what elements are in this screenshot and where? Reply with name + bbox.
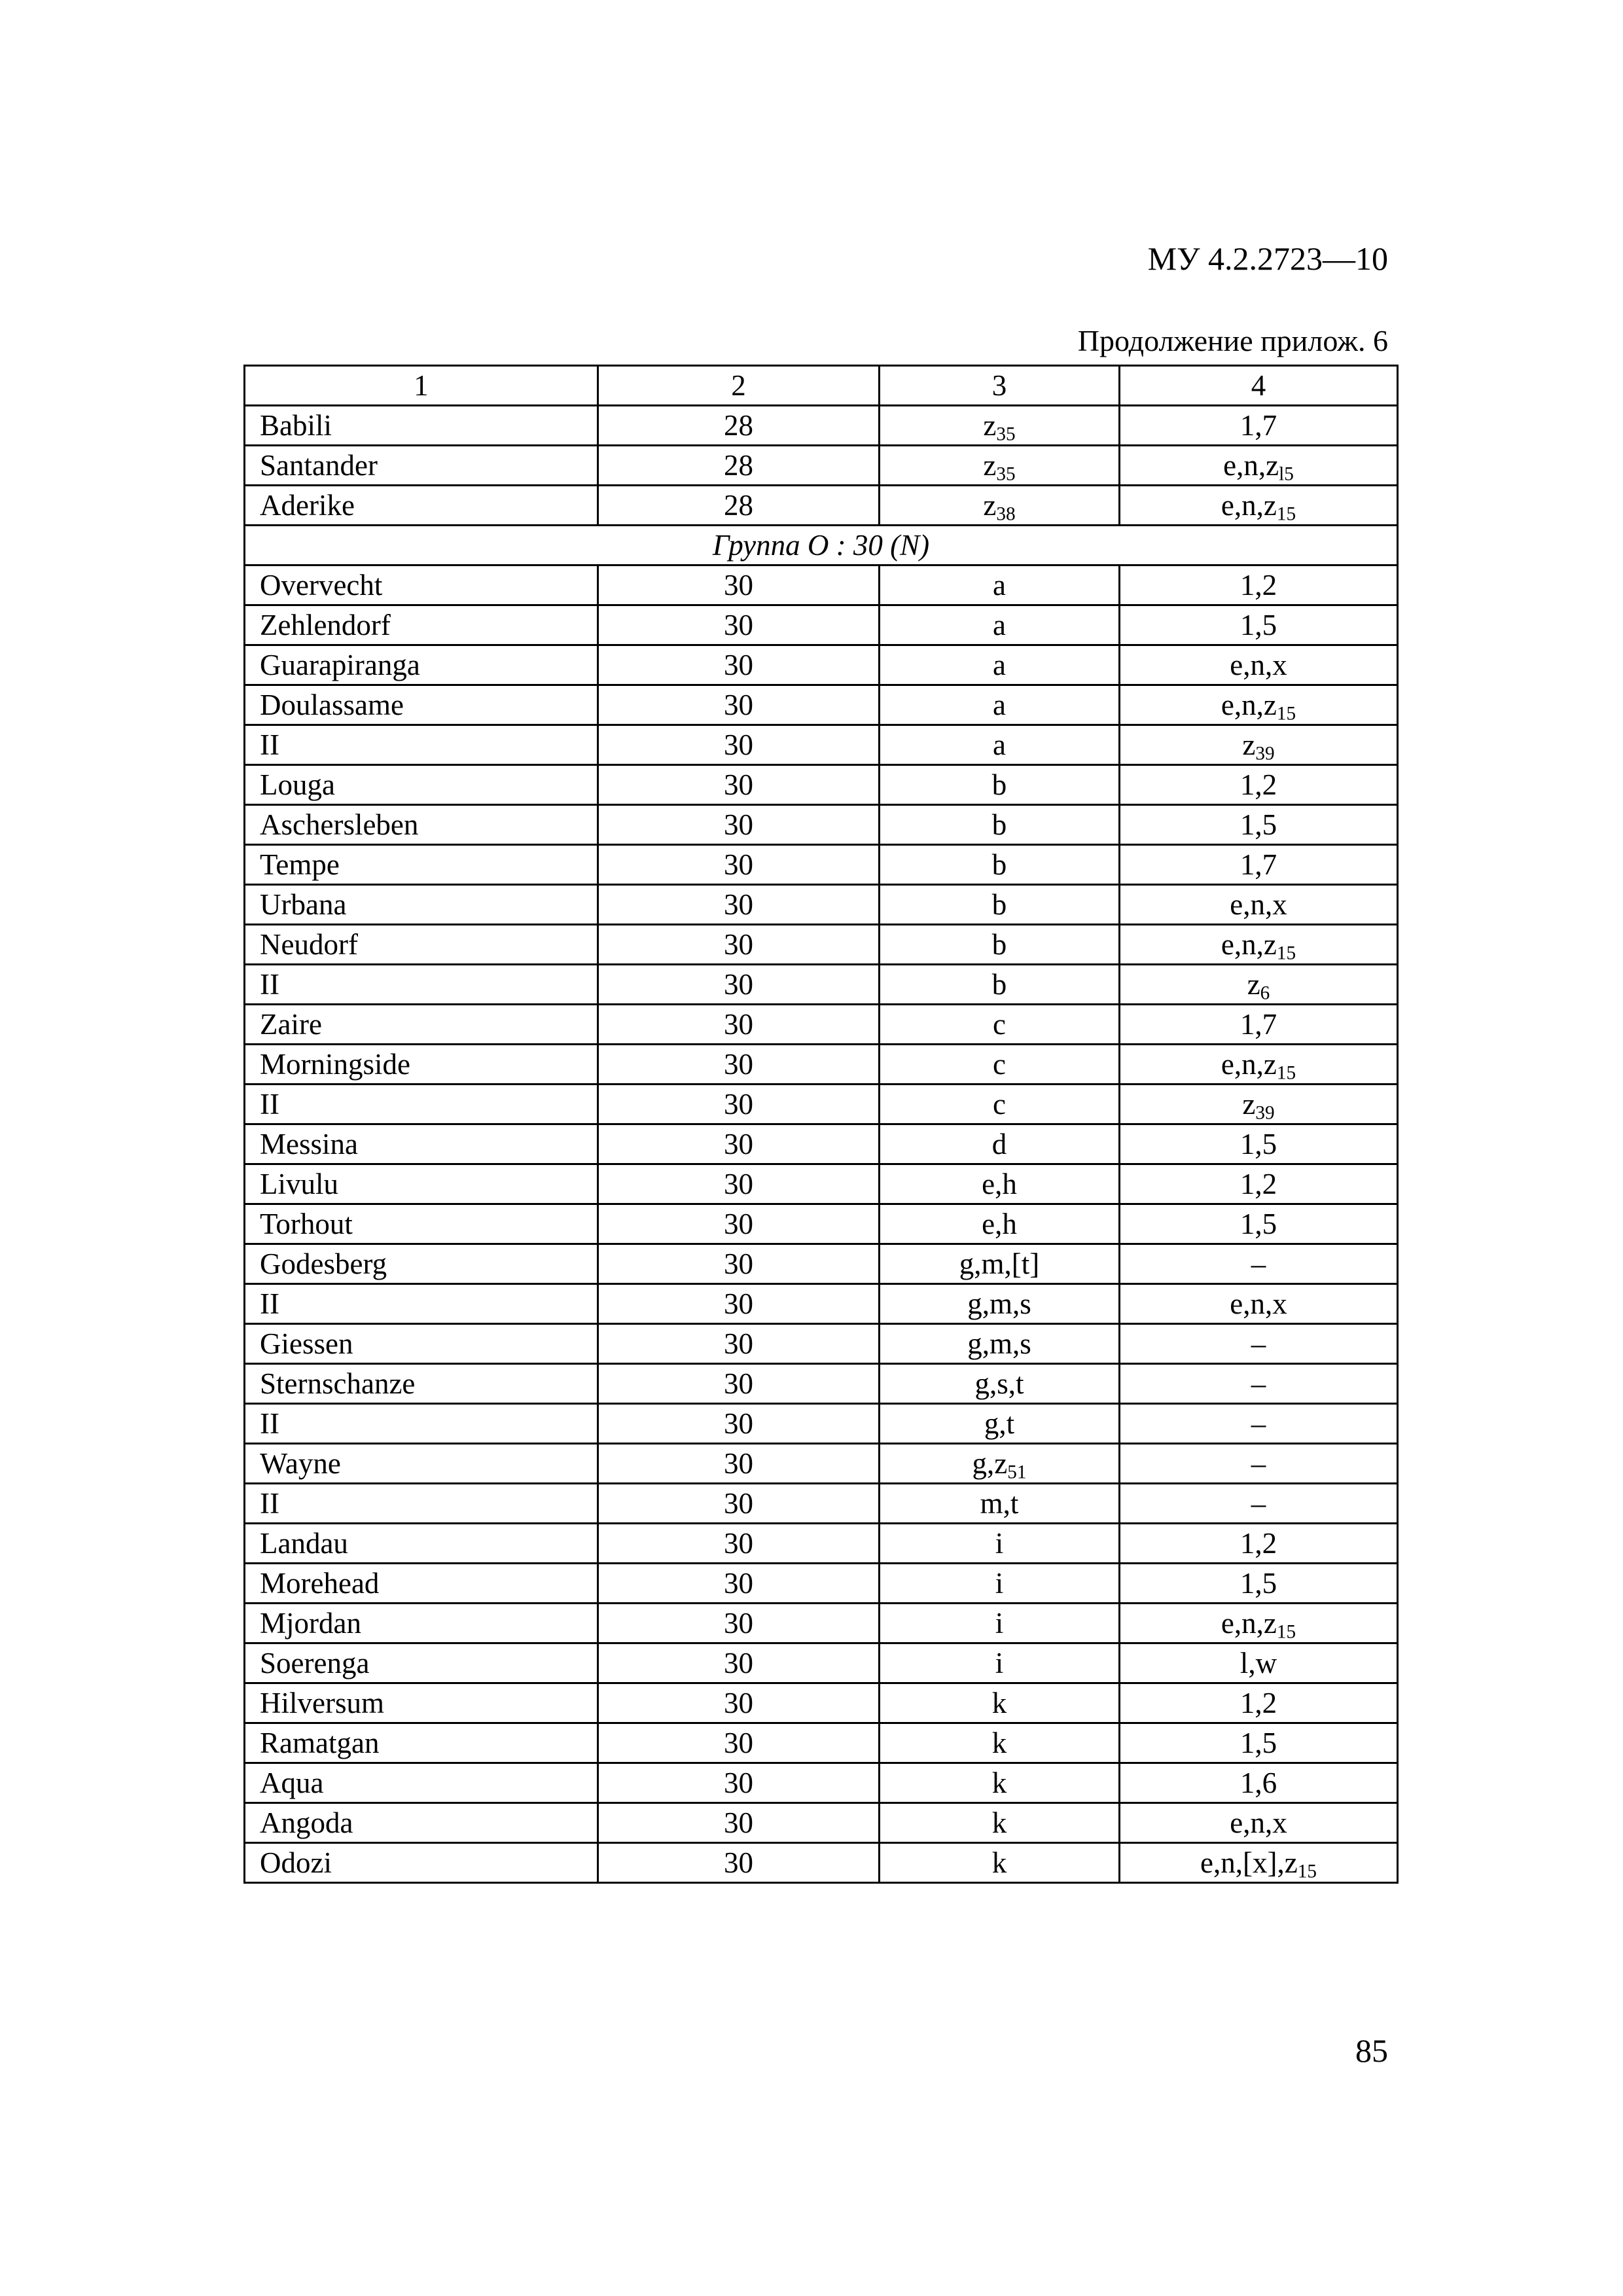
subscript-text: l5 [1279, 463, 1294, 484]
table-row [245, 565, 1398, 605]
cell-column-3 [880, 1164, 1120, 1204]
cell-text: 1,7 [1240, 408, 1277, 442]
table-row [245, 1404, 1398, 1444]
table-row [245, 725, 1398, 765]
cell-column-4 [1120, 965, 1398, 1005]
cell-text: a [993, 688, 1006, 721]
cell-column-1: Angoda [245, 1803, 598, 1843]
cell-text: m,t [980, 1486, 1019, 1520]
cell-text: e,n,x [1230, 1806, 1287, 1839]
cell-column-2: 30 [598, 1244, 880, 1284]
cell-text: b [991, 888, 1007, 921]
cell-column-4 [1120, 1124, 1398, 1164]
cell-column-3 [880, 1244, 1120, 1284]
cell-column-4 [1120, 885, 1398, 925]
cell-column-3 [880, 725, 1120, 765]
column-header-2: 2 [598, 366, 880, 406]
cell-text: b [991, 808, 1007, 841]
cell-column-4 [1120, 1045, 1398, 1085]
cell-column-2: 30 [598, 1005, 880, 1045]
cell-text: e,h [982, 1167, 1017, 1200]
cell-text: g,m,[t] [959, 1247, 1040, 1280]
cell-column-3 [880, 805, 1120, 845]
cell-column-2: 30 [598, 1164, 880, 1204]
cell-column-2: 30 [598, 885, 880, 925]
cell-column-2: 30 [598, 965, 880, 1005]
table-row [245, 645, 1398, 685]
cell-text: k [991, 1686, 1007, 1719]
cell-column-2: 28 [598, 406, 880, 446]
cell-text: l,w [1240, 1646, 1277, 1679]
cell-column-2: 30 [598, 1124, 880, 1164]
cell-column-3 [880, 885, 1120, 925]
cell-text: a [993, 648, 1006, 681]
cell-column-4 [1120, 1763, 1398, 1803]
cell-column-1: Babili [245, 406, 598, 446]
cell-column-1: Aschersleben [245, 805, 598, 845]
cell-text: b [991, 967, 1007, 1001]
cell-column-3 [880, 925, 1120, 965]
cell-text: d [991, 1127, 1007, 1160]
cell-text: e,n,x [1230, 1287, 1287, 1320]
cell-text: – [1251, 1486, 1266, 1520]
cell-column-2: 30 [598, 765, 880, 805]
cell-text: – [1251, 1247, 1266, 1280]
cell-column-1: Ramatgan [245, 1723, 598, 1763]
cell-text: c [993, 1007, 1006, 1041]
cell-text: – [1251, 1327, 1266, 1360]
cell-column-1: Landau [245, 1524, 598, 1564]
cell-column-3 [880, 1404, 1120, 1444]
cell-text: z [983, 448, 997, 482]
cell-column-2: 28 [598, 486, 880, 526]
cell-text: 1,2 [1240, 768, 1277, 801]
cell-column-3 [880, 486, 1120, 526]
cell-text: – [1251, 1407, 1266, 1440]
subscript-text: 15 [1276, 942, 1296, 963]
subscript-text: 6 [1260, 982, 1270, 1003]
table-row [245, 1284, 1398, 1324]
cell-column-3 [880, 406, 1120, 446]
cell-column-2: 30 [598, 645, 880, 685]
subscript-text: 15 [1297, 1860, 1317, 1882]
table-row [245, 1005, 1398, 1045]
cell-column-1: II [245, 1284, 598, 1324]
cell-column-4 [1120, 1803, 1398, 1843]
cell-column-1: Mjordan [245, 1604, 598, 1643]
cell-column-3 [880, 845, 1120, 885]
table-row [245, 1244, 1398, 1284]
cell-column-1: Soerenga [245, 1643, 598, 1683]
cell-column-3 [880, 1604, 1120, 1643]
cell-text: a [993, 728, 1006, 761]
column-header-3: 3 [880, 366, 1120, 406]
cell-text: 1,7 [1240, 848, 1277, 881]
cell-column-1: Overvecht [245, 565, 598, 605]
cell-column-4 [1120, 565, 1398, 605]
cell-column-1: Tempe [245, 845, 598, 885]
cell-column-1: II [245, 1404, 598, 1444]
cell-column-2: 30 [598, 1763, 880, 1803]
table-row [245, 605, 1398, 645]
cell-column-3 [880, 1005, 1120, 1045]
cell-text: – [1251, 1367, 1266, 1400]
subscript-text: 15 [1276, 1621, 1296, 1642]
cell-column-2: 30 [598, 1444, 880, 1484]
cell-column-4 [1120, 1324, 1398, 1364]
cell-text: b [991, 927, 1007, 961]
table-row [245, 965, 1398, 1005]
cell-column-2: 30 [598, 565, 880, 605]
cell-column-1: Morehead [245, 1564, 598, 1604]
column-header-4: 4 [1120, 366, 1398, 406]
cell-column-3 [880, 1324, 1120, 1364]
cell-column-2: 30 [598, 1803, 880, 1843]
subscript-text: 15 [1276, 702, 1296, 724]
cell-text: 1,2 [1240, 1526, 1277, 1560]
cell-text: e,n,z [1221, 488, 1277, 522]
cell-column-4 [1120, 1843, 1398, 1883]
table-row [245, 1164, 1398, 1204]
cell-text: e,h [982, 1207, 1017, 1240]
table-row [245, 406, 1398, 446]
cell-column-4 [1120, 486, 1398, 526]
cell-column-1: Guarapiranga [245, 645, 598, 685]
cell-column-1: Torhout [245, 1204, 598, 1244]
cell-text: i [995, 1566, 1004, 1600]
cell-column-4 [1120, 406, 1398, 446]
cell-column-1: Morningside [245, 1045, 598, 1085]
subscript-text: 39 [1255, 742, 1275, 764]
cell-column-3 [880, 565, 1120, 605]
table-row [245, 1843, 1398, 1883]
table-row [245, 1484, 1398, 1524]
cell-column-2: 30 [598, 1524, 880, 1564]
cell-column-4 [1120, 446, 1398, 486]
cell-text: k [991, 1766, 1007, 1799]
subscript-text: 15 [1276, 503, 1296, 524]
cell-column-3 [880, 965, 1120, 1005]
cell-column-2: 30 [598, 845, 880, 885]
cell-text: 1,2 [1240, 1686, 1277, 1719]
cell-column-2: 30 [598, 1324, 880, 1364]
cell-column-1: Giessen [245, 1324, 598, 1364]
cell-column-4 [1120, 1524, 1398, 1564]
cell-column-4 [1120, 1564, 1398, 1604]
cell-column-4 [1120, 1404, 1398, 1444]
cell-text: b [991, 848, 1007, 881]
cell-column-3 [880, 765, 1120, 805]
cell-column-3 [880, 1364, 1120, 1404]
cell-column-4 [1120, 805, 1398, 845]
cell-column-1: Doulassame [245, 685, 598, 725]
table-row [245, 845, 1398, 885]
cell-column-2: 30 [598, 805, 880, 845]
table-row [245, 1723, 1398, 1763]
cell-column-4 [1120, 1683, 1398, 1723]
cell-text: e,n,[x],z [1200, 1846, 1298, 1879]
table-row [245, 1604, 1398, 1643]
table-row [245, 685, 1398, 725]
cell-column-1: Odozi [245, 1843, 598, 1883]
cell-column-3 [880, 1643, 1120, 1683]
table-row [245, 1085, 1398, 1124]
cell-text: g,s,t [974, 1367, 1024, 1400]
cell-column-4 [1120, 845, 1398, 885]
cell-column-1: Godesberg [245, 1244, 598, 1284]
table-row [245, 765, 1398, 805]
cell-text: g,z [972, 1446, 1008, 1480]
column-header-1: 1 [245, 366, 598, 406]
table-row [245, 1564, 1398, 1604]
cell-column-2: 30 [598, 1204, 880, 1244]
cell-text: 1,6 [1240, 1766, 1277, 1799]
cell-column-3 [880, 1204, 1120, 1244]
cell-column-2: 30 [598, 605, 880, 645]
table-header-row [245, 366, 1398, 406]
cell-text: z [1242, 728, 1256, 761]
table-row [245, 1524, 1398, 1564]
cell-text: c [993, 1047, 1006, 1081]
cell-column-3 [880, 1085, 1120, 1124]
subscript-text: 51 [1007, 1461, 1027, 1482]
table-row [245, 1045, 1398, 1085]
cell-column-3 [880, 605, 1120, 645]
cell-column-1: II [245, 1085, 598, 1124]
subscript-text: 39 [1255, 1102, 1275, 1123]
table-row [245, 925, 1398, 965]
table-row [245, 1204, 1398, 1244]
cell-column-2: 30 [598, 1564, 880, 1604]
cell-column-4 [1120, 1244, 1398, 1284]
cell-text: a [993, 568, 1006, 601]
cell-text: 1,7 [1240, 1007, 1277, 1041]
cell-column-4 [1120, 605, 1398, 645]
table-row [245, 446, 1398, 486]
cell-column-4 [1120, 1444, 1398, 1484]
antigen-table [243, 365, 1399, 1884]
table-row [245, 1364, 1398, 1404]
cell-column-2: 30 [598, 725, 880, 765]
cell-column-3 [880, 645, 1120, 685]
cell-column-4 [1120, 1005, 1398, 1045]
table-body [245, 366, 1398, 1883]
cell-column-1: Hilversum [245, 1683, 598, 1723]
cell-column-4 [1120, 1284, 1398, 1324]
cell-column-4 [1120, 1723, 1398, 1763]
cell-column-1: Urbana [245, 885, 598, 925]
cell-column-2: 30 [598, 685, 880, 725]
cell-column-4 [1120, 925, 1398, 965]
table-row [245, 486, 1398, 526]
cell-column-3 [880, 1045, 1120, 1085]
cell-text: 1,5 [1240, 1207, 1277, 1240]
cell-column-4 [1120, 1364, 1398, 1404]
cell-column-1: Aderike [245, 486, 598, 526]
cell-column-1: Messina [245, 1124, 598, 1164]
cell-text: a [993, 608, 1006, 641]
cell-column-2: 30 [598, 1484, 880, 1524]
cell-text: k [991, 1806, 1007, 1839]
cell-column-2: 30 [598, 925, 880, 965]
cell-column-1: Zaire [245, 1005, 598, 1045]
cell-column-3 [880, 1444, 1120, 1484]
cell-column-1: Zehlendorf [245, 605, 598, 645]
cell-column-4 [1120, 725, 1398, 765]
cell-text: i [995, 1526, 1004, 1560]
subscript-text: 35 [996, 463, 1016, 484]
subscript-text: 38 [996, 503, 1016, 524]
cell-text: z [983, 408, 997, 442]
cell-text: b [991, 768, 1007, 801]
document-id: МУ 4.2.2723—10 [1147, 240, 1388, 277]
table-row [245, 1444, 1398, 1484]
cell-column-1: II [245, 1484, 598, 1524]
cell-column-3 [880, 1284, 1120, 1324]
cell-text: e,n,z [1221, 1047, 1277, 1081]
cell-text: e,n,x [1230, 888, 1287, 921]
cell-text: 1,2 [1240, 1167, 1277, 1200]
subscript-text: 15 [1276, 1062, 1296, 1083]
table-row [245, 1763, 1398, 1803]
cell-column-4 [1120, 1643, 1398, 1683]
cell-text: e,n,x [1230, 648, 1287, 681]
cell-column-3 [880, 1524, 1120, 1564]
cell-column-1: Neudorf [245, 925, 598, 965]
cell-text: e,n,z [1221, 688, 1277, 721]
cell-text: z [1247, 967, 1260, 1001]
cell-text: z [1242, 1087, 1256, 1121]
cell-column-2: 30 [598, 1364, 880, 1404]
cell-text: g,m,s [967, 1327, 1031, 1360]
cell-column-1: Sternschanze [245, 1364, 598, 1404]
cell-column-4 [1120, 1484, 1398, 1524]
cell-column-3 [880, 446, 1120, 486]
cell-column-4 [1120, 645, 1398, 685]
cell-column-2: 30 [598, 1683, 880, 1723]
cell-text: g,m,s [967, 1287, 1031, 1320]
cell-text: – [1251, 1446, 1266, 1480]
cell-text: c [993, 1087, 1006, 1121]
cell-text: z [983, 488, 997, 522]
cell-text: 1,5 [1240, 1566, 1277, 1600]
cell-column-2: 30 [598, 1843, 880, 1883]
cell-column-3 [880, 1124, 1120, 1164]
cell-text: i [995, 1646, 1004, 1679]
cell-column-1: Aqua [245, 1763, 598, 1803]
cell-column-4 [1120, 1604, 1398, 1643]
cell-column-3 [880, 1723, 1120, 1763]
cell-column-2: 30 [598, 1643, 880, 1683]
cell-text: 1,5 [1240, 1726, 1277, 1759]
group-heading: Группа O : 30 (N) [245, 526, 1398, 565]
cell-text: 1,5 [1240, 608, 1277, 641]
cell-column-4 [1120, 1085, 1398, 1124]
cell-column-4 [1120, 765, 1398, 805]
cell-column-3 [880, 685, 1120, 725]
cell-column-2: 30 [598, 1404, 880, 1444]
cell-text: 1,5 [1240, 808, 1277, 841]
table-row [245, 1643, 1398, 1683]
continuation-label: Продолжение прилож. 6 [1077, 324, 1388, 357]
cell-column-1: II [245, 965, 598, 1005]
cell-text: g,t [984, 1407, 1015, 1440]
cell-column-1: Louga [245, 765, 598, 805]
table-row [245, 1124, 1398, 1164]
cell-column-2: 30 [598, 1604, 880, 1643]
cell-column-1: II [245, 725, 598, 765]
cell-column-3 [880, 1843, 1120, 1883]
table-row [245, 1683, 1398, 1723]
cell-text: e,n,z [1221, 927, 1277, 961]
cell-text: e,n,z [1221, 1606, 1277, 1640]
table-row [245, 1803, 1398, 1843]
cell-column-3 [880, 1564, 1120, 1604]
cell-text: e,n,z [1223, 448, 1279, 482]
cell-column-2: 28 [598, 446, 880, 486]
cell-column-1: Livulu [245, 1164, 598, 1204]
cell-column-4 [1120, 1164, 1398, 1204]
cell-column-2: 30 [598, 1284, 880, 1324]
table-row [245, 805, 1398, 845]
subscript-text: 35 [996, 423, 1016, 444]
cell-text: 1,2 [1240, 568, 1277, 601]
cell-column-3 [880, 1683, 1120, 1723]
group-row [245, 526, 1398, 565]
cell-column-1: Wayne [245, 1444, 598, 1484]
table-row [245, 885, 1398, 925]
cell-column-3 [880, 1484, 1120, 1524]
cell-column-2: 30 [598, 1045, 880, 1085]
cell-column-3 [880, 1803, 1120, 1843]
cell-column-4 [1120, 685, 1398, 725]
cell-column-2: 30 [598, 1085, 880, 1124]
cell-column-4 [1120, 1204, 1398, 1244]
cell-text: i [995, 1606, 1004, 1640]
cell-text: k [991, 1846, 1007, 1879]
cell-column-3 [880, 1763, 1120, 1803]
cell-column-1: Santander [245, 446, 598, 486]
cell-column-2: 30 [598, 1723, 880, 1763]
page-number: 85 [1355, 2032, 1388, 2069]
cell-text: k [991, 1726, 1007, 1759]
cell-text: 1,5 [1240, 1127, 1277, 1160]
table-row [245, 1324, 1398, 1364]
